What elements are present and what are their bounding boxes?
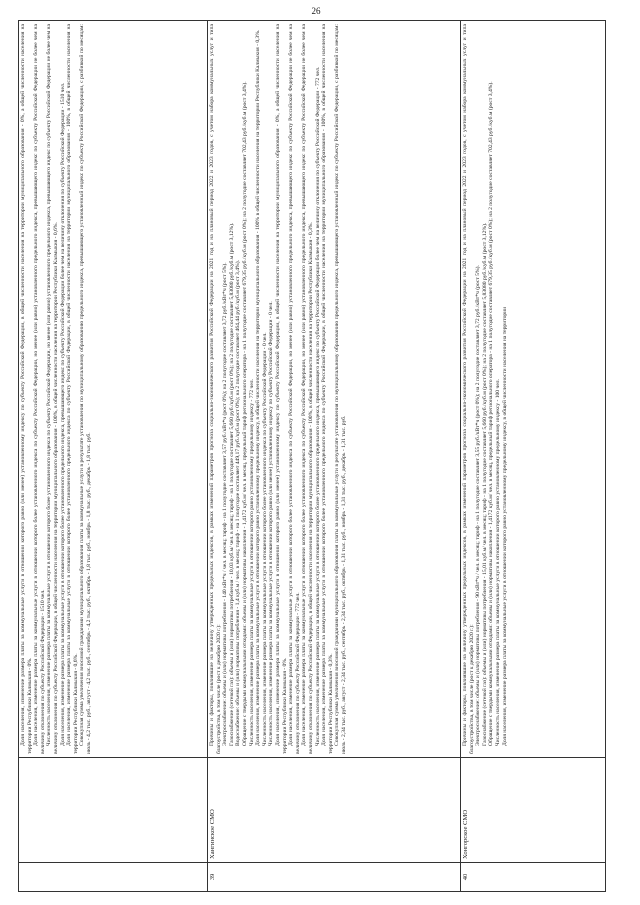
municipality-name-cell-empty [19,758,208,863]
paragraph: Газоснабжение (сетевой газ): объемы и (или) нормативы потребления - 10,03 куб.м/ чел. в месяц; тариф - на 1 полугодие составляет 5,660 руб./куб.м (рост 0%); на 2 полугодие составляет 5,83080 руб./куб.м (рост 3,12%). [228,222,235,746]
paragraph: Доля населения, изменение размера платы за коммунальные услуги в отношении которого более установленного предельного индекса, превышающего индекс по субъекту Российской Федерации более чем на величину отклонения по субъекту Российской Федерации - 1510 чел. [59,82,66,746]
paragraph: Численность населения, изменение размера платы за коммунальные услуги в отношении которого равно установленному предельному индексу - 772 чел. [248,379,255,746]
table-row [208,21,461,892]
table-row [461,21,606,892]
paragraph: Электроснабжение: объемы и (или) нормативы потребления - 140 кВт*ч / чел. в месяц; тариф - на 1 полугодие составляет 3,57 руб./кВт*ч (рост 0%); на 2 полугодие составляет 3,72 руб./кВт*ч (рост 5%). [222,262,229,746]
page-number: 26 [311,6,321,16]
paragraph: Доля населения, изменение размера платы за коммунальные услуги в отношении которого равно установленному предельному индексу, в общей численности населения на территории [501,306,508,746]
paragraph: Численность населения, изменение размера платы за коммунальные услуги в отношении которого равно установленному предельному индексу - 100 чел. [494,379,501,746]
paragraph: Численность населения, изменение размера платы за коммунальные услуги в отношении которого более установленного индекса по субъекту Российской Федерации, но менее (или равно) установленного предельного индекса, превышающего индекс по субъекту Российской Федерации не более чем на величину отклонения по субъекту Российской Федерации, в общей численности населения на территории муниципального образования - 100%, в общей численности населения на территории Республики Калмыкия - 0,6%. [46,24,59,754]
paragraph: Доля населения, изменение размера платы за коммунальные услуги в отношении которого равно установленному предельному индексу, в общей численности населения на территории муниципального образования - 100% в общей численности населения на территории Республики Калмыкия - 0,3%. [255,29,262,746]
paragraph: Доля населения, изменение размера платы за коммунальные услуги в отношении которого более установленного индекса по субъекту Российской Федерации, но менее (или равно) установленного предельного индекса, превышающего индекс по субъекту Российской Федерации не более чем на величину отклонения по субъекту Российской Федерации - 772 чел. [288,24,301,754]
paragraph: Совокупная сумма увеличения вносимой гражданами муниципального образования платы за коммунальные услуги в результате установления по муниципальному образованию предельного индекса, превышающего установленный индекс по субъекту Российской Федерации, с разбивкой по месяцам: июль - 2,34 тыс. руб., август - 2,34 тыс. руб., сентябрь - 2,34 тыс. руб., октябрь - 1,31 тыс. руб., ноябрь - 1,31 тыс. руб., декабрь - 1,31 тыс. руб. [334,24,347,754]
row-number-cell-empty [19,863,208,892]
municipality-name: Хангинское СМО [208,758,461,863]
row-number: 40 [461,863,606,892]
municipality-name: Хонгорское СМО [461,758,606,863]
paragraph: Численность населения, изменение размера платы за коммунальные услуги в отношении которого более установленного индекса по субъекту Российской Федерации - 0 чел. [261,332,268,746]
description-cell [461,21,606,758]
paragraph: Доля населения, изменение размера платы за коммунальные услуги в отношении которого равно (или менее) установленному индексу по субъекту Российской Федерации, в общей численности населения на территории муниципального образования - 0%, а общей численности населения на территории Республики Калмыкия - 0%. [20,24,33,754]
table-row-continued [19,21,208,892]
paragraph: Численность населения, изменение размера платы за коммунальные услуги в отношении которого более установленного предельного индекса, превышающего индекс по субъекту Российской Федерации более чем на величину отклонения по субъекту Российской Федерации - 772 чел. [314,66,321,746]
paragraph: Причины и факторы, повлиявшие на величину утвержденных предельных индексов, в рамках изменений параметров прогноза социально-экономического развития Российской Федерации на 2021 год и на плановый период 2022 и 2023 годов, с учетом набора коммунальных услуг и типа благоустройства, в том числе (рост к декабрю 2020 г.): [209,24,222,754]
paragraph: Численность населения, изменение размера платы за коммунальные услуги в отношении которого равно (или менее) установленному индексу по субъекту Российской Федерации - 0 чел. [268,301,275,746]
utility-index-table [18,20,606,892]
paragraph: Доля населения, изменение размера платы за коммунальные услуги в отношении которого более установленного предельного индекса по субъекту Российской Федерации, в общей численности населения на территории муниципального образования - 100%, в общей численности населения на территории Республики Калмыкия - 0,3%. [321,24,334,754]
paragraph: Доля населения, изменение размера платы за коммунальные услуги в отношении которого более установленного предельного индекса по субъекту Российской Федерации, в общей численности населения на территории муниципального образования - 100%, в общей численности населения на территории Республики Калмыкия - 0,6%. [66,24,79,754]
paragraph: Водоснабжение: объемы и (или) нормативы потребления - 1,4 куб.м / чел. в месяц; тариф - на 1 полугодие составляет 449,17 руб./куб.м (рост 0%); на 2 полугодие составляет 464,44 руб./куб.м (рост 3,4%). [235,260,242,746]
paragraph: Причины и факторы, повлиявшие на величину утвержденных предельных индексов, в рамках изменений параметров прогноза социально-экономического развития Российской Федерации на 2021 год и на плановый период 2022 и 2023 годов, с учетом набора коммунальных услуг и типа благоустройства, в том числе (рост к декабрю 2020 г.): [462,24,475,754]
paragraph: Доля населения, изменение размера платы за коммунальные услуги в отношении которого более установленного индекса по субъекту Российской Федерации, но менее (или равно) установленного предельного индекса, превышающего индекс по субъекту Российской Федерации не более чем на величину отклонения по субъекту Российской Федерации, в общей численности населения на территории муниципального образования - 100%, в общей численности населения на территории Республики Калмыкия - 0,3%. [301,24,314,754]
paragraph: Совокупная сумма увеличения вносимой гражданами муниципального образования платы за коммунальные услуги в результате установления по муниципальному образованию предельного индекса, превышающего установленный индекс по субъекту Российской Федерации, с разбивкой по месяцам: июль - 4,2 тыс. руб., август - 4,2 тыс. руб., сентябрь - 4,2 тыс. руб., октябрь - 1,8 тыс. руб., ноябрь - 1,8 тыс. руб., декабрь - 1,8 тыс. руб. [79,24,92,754]
paragraph: Обращение с твердыми коммунальными отходами: объемы и (или) нормативы накопления - 1,4172 куб.м/ чел. в месяц, предельный тариф регионального оператора - на 1 полугодие составляет 679,35 руб./куб.м (рост 0%); на 2 полугодие составляет 702,43 руб./куб.м (рост 3,4%). [241,81,248,746]
description-cell [19,21,208,758]
paragraph: Доля населения, изменение размера платы за коммунальные услуги в отношении которого более установленного индекса по субъекту Российской Федерации, но менее (или равно) установленного предельного индекса, превышающего индекс по субъекту Российской Федерации не более чем на величину отклонения по субъекту Российской Федерации - 1510 чел. [33,24,46,754]
row-number: 39 [208,863,461,892]
paragraph: Обращение с твердыми коммунальными отходами: объемы и (или) нормативы накопления - 1,4172 куб.м/ чел. в месяц, предельный тариф регионального оператора - на 1 полугодие составляет 679,35 руб./куб.м (рост 0%); на 2 полугодие составляет 702,43 руб./куб.м (рост 3,4%). [488,81,495,746]
paragraph: Газоснабжение (сетевой газ): объемы и (или) нормативы потребления - 15,01 куб.м/ чел. в месяц; тариф - на 1 полугодие составляет 5,660 руб./куб.м (рост 0%); на 2 полугодие составляет 5,83080 руб./куб.м (рост 3,12%). [481,222,488,746]
paragraph: Электроснабжение: объемы и (или) нормативы потребления - 90 кВт*ч / чел. в месяц; тариф - на 1 полугодие составляет 3,55 руб./кВт*ч (рост 0%); на 2 полугодие составляет 3,72 руб./кВт*ч (рост 5%). [475,265,482,746]
description-cell [208,21,461,758]
paragraph: Доля населения, изменение размера платы за коммунальные услуги в отношении которого равно (или менее) установленному индексу по субъекту Российской Федерации, в общей численности населения на территории муниципального образования - 0%, а общей численности населения на территории Республики Калмыкия - 0%. [274,24,288,754]
rotated-table-container [18,20,608,892]
